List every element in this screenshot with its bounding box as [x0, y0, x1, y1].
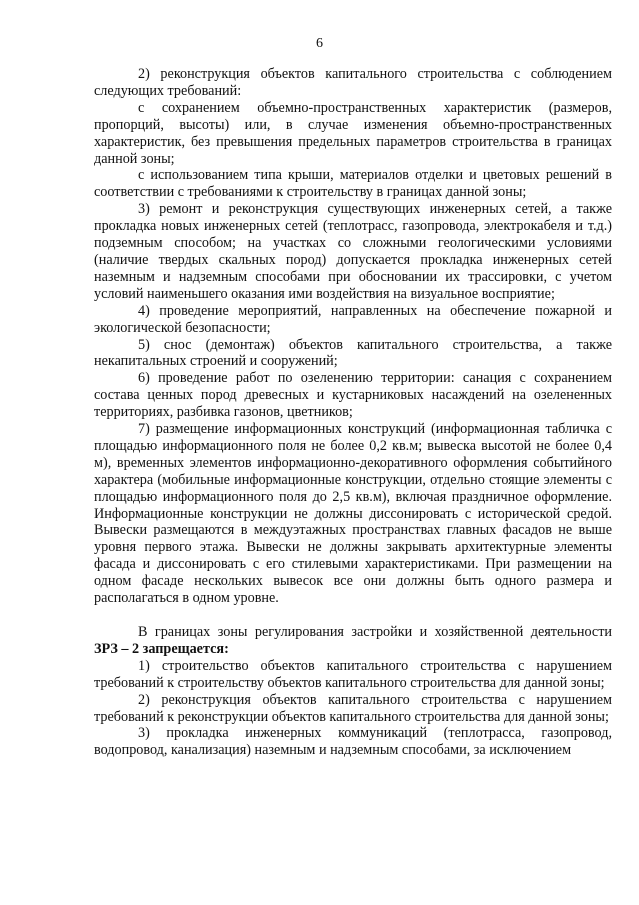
paragraph-demolition: 5) снос (демонтаж) объектов капитального строительства, а также некапитальных строений и сооружений;	[94, 336, 612, 370]
paragraph-prohibited-reconstruction: 2) реконструкция объектов капитального строительства с нарушением требований к реконструкции объектов капитального строительства для данной зоны;	[94, 691, 612, 725]
paragraph-prohibited-communications: 3) прокладка инженерных коммуникаций (теплотрасса, газопровод, водопровод, канализация) наземным и надземным способами, за исключением	[94, 725, 612, 759]
paragraph-fire-safety: 4) проведение мероприятий, направленных на обеспечение пожарной и экологической безопасности;	[94, 302, 612, 336]
paragraph-prohibited-construction: 1) строительство объектов капитального строительства с нарушением требований к строительству объектов капитального строительства для данной зоны;	[94, 657, 612, 691]
paragraph-roof-materials: с использованием типа крыши, материалов отделки и цветовых решений в соответствии с требованиями к строительству в границах данной зоны;	[94, 167, 612, 201]
paragraph-information-structures: 7) размещение информационных конструкций (информационная табличка с площадью информационного поля не более 0,2 кв.м; вывеска высотой не более 0,4 м), временных элементов информационно-декоративного оформления событийного характера (мобильные информационные конструкции, отдельно стоящие элементы с площадью информационного поля до 2,5 кв.м), включая праздничное оформление. Информационные конструкции не должны диссонировать с исторической средой. Вывески размещаются в междуэтажных пространствах главных фасадов не выше уровня первого этажа. Вывески не должны закрывать архитектурные элементы фасада и диссонировать с его стилевыми характеристиками. При размещении на одном фасаде нескольких вывесок все они должны быть одного размера и располагаться в одном уровне.	[94, 421, 612, 607]
page-number: 6	[316, 36, 323, 51]
paragraph-volume-characteristics: с сохранением объемно-пространственных характеристик (размеров, пропорций, высоты) или, в случае изменения объемно-пространственных характеристик, без превышения предельных параметров строительства в границах данной зоны;	[94, 99, 612, 167]
paragraph-reconstruction-requirements: 2) реконструкция объектов капитального строительства с соблюдением следующих требований:	[94, 66, 612, 99]
zone-intro-text: В границах зоны регулирования застройки и хозяйственной деятельности	[138, 624, 612, 640]
paragraph-landscaping: 6) проведение работ по озеленению территории: санация с сохранением состава ценных пород древесных и кустарниковых насаждений на озелененных территориях, разбивка газонов, цветников;	[94, 370, 612, 421]
paragraph-gap	[94, 607, 612, 624]
paragraph-engineering-networks: 3) ремонт и реконструкция существующих инженерных сетей, а также прокладка новых инженерных сетей (теплотрасс, газопровода, электрокабеля и т.д.) подземным способом; на участках со сложными геологическими условиями (наличие твердых скальных пород) допускается прокладка инженерных сетей наземным и надземным способами при обосновании их трассировки, с учетом условий наименьшего оказания ими воздействия на визуальное восприятие;	[94, 201, 612, 302]
zone-intro-bold: ЗРЗ – 2 запрещается:	[94, 640, 229, 657]
document-body	[94, 66, 612, 759]
paragraph-zone-intro	[94, 624, 612, 658]
